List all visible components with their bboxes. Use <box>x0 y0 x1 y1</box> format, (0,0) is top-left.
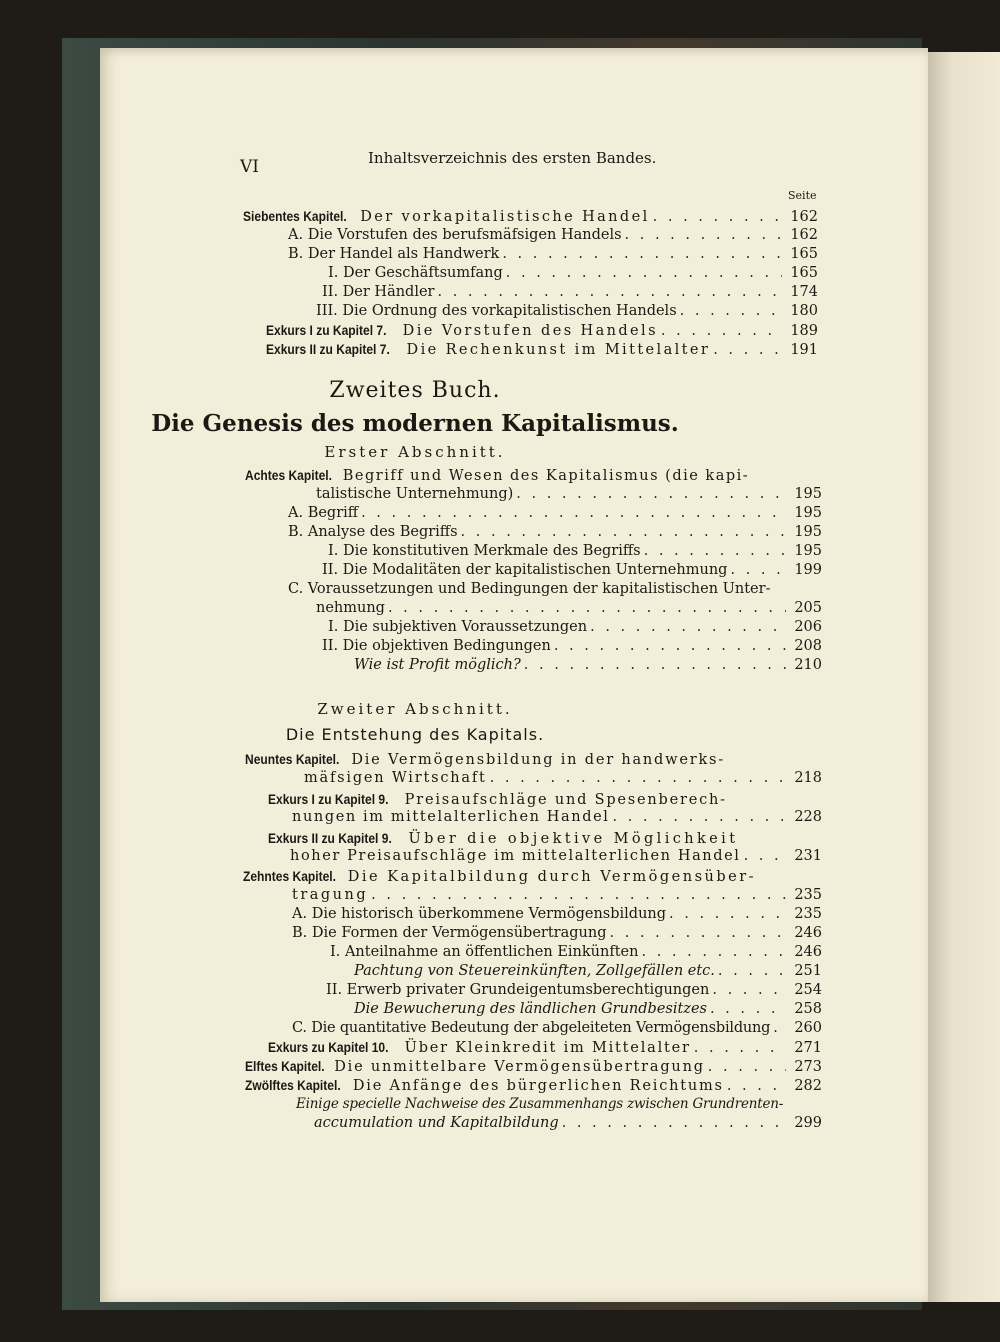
leader-dots <box>710 1000 786 1019</box>
toc-entry-ch8-c1 <box>328 618 822 637</box>
chapter-label: Zwölftes Kapitel. <box>245 1077 341 1093</box>
leader-dots <box>669 905 786 924</box>
page-ref: 162 <box>790 227 818 243</box>
toc-entry-ch9-exkurs2-line1 <box>268 829 738 849</box>
leader-dots <box>773 1019 786 1038</box>
exkurs-title-cont: nungen im mittelalterlichen Handel <box>292 809 610 825</box>
leader-dots <box>490 769 786 788</box>
page-ref: 208 <box>794 638 822 654</box>
page-ref: 191 <box>790 342 818 358</box>
page-number-roman: VI <box>240 157 259 177</box>
page-ref: 260 <box>794 1020 822 1036</box>
chapter-title: Begriff und Wesen des Kapitalismus (die kapi- <box>342 468 750 484</box>
page-ref: 299 <box>794 1115 822 1131</box>
chapter-title-cont: mäfsigen Wirtschaft <box>304 770 487 786</box>
entry-text: C. Die quantitative Bedeutung der abgeleiteten Vermögensbildung <box>292 1020 771 1036</box>
entry-text: II. Der Händler <box>322 284 435 300</box>
leader-dots <box>661 322 782 341</box>
entry-text: A. Die Vorstufen des berufsmäfsigen Handels <box>288 227 622 243</box>
leader-dots <box>516 485 786 504</box>
entry-text: II. Erwerb privater Grundeigentumsberechtigungen <box>326 982 710 998</box>
toc-entry-ch8-b1 <box>328 542 822 561</box>
leader-dots <box>625 226 782 245</box>
toc-entry-final-line1: Einige specielle Nachweise des Zusammenhangs zwischen Grundrenten- <box>296 1096 784 1112</box>
leader-dots <box>744 847 786 866</box>
toc-entry-ch8-b2 <box>322 561 822 580</box>
page-ref: 258 <box>794 1001 822 1017</box>
toc-entry-ch7-b <box>288 245 818 264</box>
toc-entry-ch11 <box>245 1057 822 1076</box>
entry-text: I. Die konstitutiven Merkmale des Begriffs <box>328 543 641 559</box>
toc-entry-ch7-b1 <box>328 264 818 283</box>
leader-dots <box>713 341 782 360</box>
entry-text: A. Begriff <box>288 505 359 521</box>
book-title: Zweites Buch. <box>329 378 501 403</box>
chapter-label: Siebentes Kapitel. <box>243 208 347 224</box>
toc-entry-ch7-a <box>288 226 818 245</box>
page-ref: 205 <box>794 600 822 616</box>
toc-entry-ch12 <box>245 1076 822 1095</box>
exkurs-label: Exkurs II zu Kapitel 7. <box>266 341 390 357</box>
toc-entry-ch7-b2 <box>322 283 818 302</box>
leader-dots <box>641 943 786 962</box>
leader-dots <box>730 561 786 580</box>
section-subtitle: Die Entstehung des Kapitals. <box>285 725 545 744</box>
chapter-label: Zehntes Kapitel. <box>243 868 337 884</box>
page-ref: 195 <box>794 543 822 559</box>
page-ref: 206 <box>794 619 822 635</box>
entry-text: B. Analyse des Begriffs <box>288 524 458 540</box>
leader-dots <box>437 283 782 302</box>
toc-entry-ch10-line1 <box>243 867 756 887</box>
chapter-title: Die Anfänge des bürgerlichen Reichtums <box>352 1078 724 1094</box>
leader-dots <box>554 637 786 656</box>
page-ref: 195 <box>794 524 822 540</box>
entry-text: nehmung <box>316 600 385 616</box>
exkurs-label: Exkurs I zu Kapitel 9. <box>268 791 389 807</box>
page-ref: 165 <box>790 265 818 281</box>
entry-text: I. Der Geschäftsumfang <box>328 265 503 281</box>
page-ref: 273 <box>794 1059 822 1075</box>
toc-entry-ch8-a <box>288 504 822 523</box>
exkurs-title: Über die objektive Möglichkeit <box>408 831 739 847</box>
toc-entry-ch9-exkurs1 <box>292 808 822 827</box>
page-ref: 246 <box>794 925 822 941</box>
page-ref: 218 <box>794 770 822 786</box>
leader-dots <box>644 542 786 561</box>
entry-text: I. Die subjektiven Voraussetzungen <box>328 619 588 635</box>
toc-entry-ch7-exkurs1 <box>266 321 818 340</box>
page-ref: 165 <box>790 246 818 262</box>
toc-entry-ch10 <box>292 886 822 905</box>
page-ref: 174 <box>790 284 818 300</box>
toc-entry-ch8-c2 <box>322 637 822 656</box>
entry-text: III. Die Ordnung des vorkapitalistischen Handels <box>316 303 677 319</box>
leader-dots <box>653 208 782 227</box>
leader-dots <box>388 599 786 618</box>
exkurs-title: Preisaufschläge und Spesenberech- <box>404 792 727 808</box>
toc-entry-ch7 <box>243 207 818 226</box>
facing-page-edge <box>920 52 1000 1302</box>
page-ref: 231 <box>794 848 822 864</box>
exkurs-title-cont: hoher Preisaufschläge im mittelalterlichen Handel <box>290 848 741 864</box>
toc-entry-ch10-b1 <box>330 943 822 962</box>
leader-dots <box>562 1114 786 1133</box>
entry-text: accumulation und Kapitalbildung <box>314 1115 559 1131</box>
page-ref: 195 <box>794 505 822 521</box>
toc-entry-ch10-b2a <box>354 1000 822 1019</box>
leader-dots <box>718 962 786 981</box>
exkurs-label: Exkurs zu Kapitel 10. <box>268 1039 389 1055</box>
page-ref: 189 <box>790 323 818 339</box>
toc-entry-ch8 <box>316 485 822 504</box>
page-ref: 235 <box>794 906 822 922</box>
toc-entry-ch9-exkurs2 <box>290 847 822 866</box>
exkurs-label: Exkurs II zu Kapitel 9. <box>268 830 392 846</box>
exkurs-title: Die Vorstufen des Handels <box>402 323 658 339</box>
chapter-label: Achtes Kapitel. <box>245 467 332 483</box>
entry-text: II. Die Modalitäten der kapitalistischen Unternehmung <box>322 562 728 578</box>
section-title: Zweiter Abschnitt. <box>317 700 513 718</box>
chapter-title: Die unmittelbare Vermögensübertragung <box>334 1059 705 1075</box>
leader-dots <box>610 924 787 943</box>
leader-dots <box>680 302 782 321</box>
toc-entry-final <box>314 1114 822 1133</box>
toc-entry-ch8-c <box>316 599 822 618</box>
entry-text: I. Anteilnahme an öffentlichen Einkünften <box>330 944 639 960</box>
leader-dots <box>361 504 786 523</box>
section-title: Erster Abschnitt. <box>324 443 506 461</box>
leader-dots <box>712 981 786 1000</box>
entry-text: A. Die historisch überkommene Vermögensbildung <box>292 906 667 922</box>
toc-entry-ch10-b <box>292 924 822 943</box>
leader-dots <box>708 1058 786 1077</box>
toc-entry-ch8-c-line1: C. Voraussetzungen und Bedingungen der kapitalistischen Unter- <box>288 581 771 597</box>
seite-label: Seite <box>788 189 817 202</box>
leader-dots <box>524 656 786 675</box>
page-ref: 180 <box>790 303 818 319</box>
page-ref: 162 <box>790 209 818 225</box>
leader-dots <box>694 1039 786 1058</box>
chapter-label: Neuntes Kapitel. <box>245 751 340 767</box>
toc-entry-ch10-b1a <box>354 962 822 981</box>
toc-entry-ch8-b <box>288 523 822 542</box>
leader-dots <box>502 245 782 264</box>
toc-entry-ch8-line1 <box>245 466 749 486</box>
toc-entry-ch10-b2 <box>326 981 822 1000</box>
chapter-title-cont: tragung <box>292 887 369 903</box>
entry-text: Wie ist Profit möglich? <box>354 657 521 673</box>
page-ref: 251 <box>794 963 822 979</box>
book-page <box>100 48 928 1302</box>
chapter-title-cont: talistische Unternehmung) <box>316 486 514 502</box>
entry-text: Pachtung von Steuereinkünften, Zollgefällen etc. <box>354 963 715 979</box>
toc-entry-ch9 <box>304 769 822 788</box>
page-ref: 254 <box>794 982 822 998</box>
page-ref: 195 <box>794 486 822 502</box>
chapter-title: Die Vermögensbildung in der handwerks- <box>351 752 725 768</box>
leader-dots <box>590 618 786 637</box>
chapter-label: Elftes Kapitel. <box>245 1058 325 1074</box>
toc-entry-ch9-line1 <box>245 750 725 770</box>
page-ref: 235 <box>794 887 822 903</box>
leader-dots <box>727 1077 786 1096</box>
chapter-title: Der vorkapitalistische Handel <box>360 209 650 225</box>
toc-entry-ch7-exkurs2 <box>266 340 818 359</box>
toc-entry-ch8-c3 <box>354 656 822 675</box>
leader-dots <box>461 523 786 542</box>
exkurs-label: Exkurs I zu Kapitel 7. <box>266 322 387 338</box>
page-ref: 228 <box>794 809 822 825</box>
toc-entry-ch10-c <box>292 1019 822 1038</box>
exkurs-title: Die Rechenkunst im Mittelalter <box>406 342 711 358</box>
entry-text: B. Der Handel als Handwerk <box>288 246 500 262</box>
toc-entry-ch10-a <box>292 905 822 924</box>
leader-dots <box>506 264 782 283</box>
page-ref: 246 <box>794 944 822 960</box>
page-ref: 199 <box>794 562 822 578</box>
toc-entry-ch9-exkurs1-line1 <box>268 790 727 810</box>
book-subtitle: Die Genesis des modernen Kapitalismus. <box>151 410 679 437</box>
page-ref: 210 <box>794 657 822 673</box>
page-ref: 271 <box>794 1040 822 1056</box>
chapter-title: Die Kapitalbildung durch Vermögensüber- <box>347 869 757 885</box>
leader-dots <box>613 808 787 827</box>
entry-text: II. Die objektiven Bedingungen <box>322 638 551 654</box>
toc-entry-ch10-exkurs <box>268 1038 822 1057</box>
page-ref: 282 <box>794 1078 822 1094</box>
running-title: Inhaltsverzeichnis des ersten Bandes. <box>368 149 657 167</box>
entry-text: Die Bewucherung des ländlichen Grundbesitzes <box>354 1001 707 1017</box>
leader-dots <box>371 886 786 905</box>
toc-entry-ch7-b3 <box>316 302 818 321</box>
entry-text: B. Die Formen der Vermögensübertragung <box>292 925 607 941</box>
exkurs-title: Über Kleinkredit im Mittelalter <box>404 1040 691 1056</box>
